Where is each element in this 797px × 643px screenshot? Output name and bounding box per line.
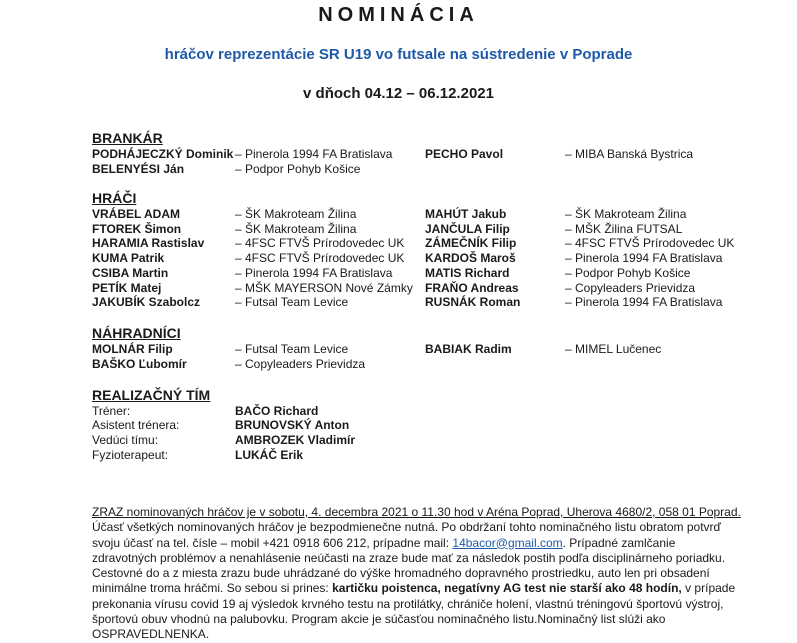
notice-gathering-info: ZRAZ nominovaných hráčov je v sobotu, 4. decembra 2021 o 11.30 hod v Aréna Poprad, Uherova 4680/2, 058 01 Poprad. — [92, 505, 741, 519]
goalkeeper-club: – Podpor Pohyb Košice — [235, 162, 361, 176]
section-heading-staff: REALIZAČNÝ TÍM — [92, 387, 211, 403]
substitute-name: BABIAK Radim — [425, 342, 512, 356]
player-club: – Pinerola 1994 FA Bratislava — [235, 266, 393, 280]
staff-name: AMBROZEK Vladimír — [235, 433, 356, 447]
goalkeeper-club: – Pinerola 1994 FA Bratislava — [235, 147, 393, 161]
player-club: – Pinerola 1994 FA Bratislava — [565, 295, 723, 309]
player-club: – MŠK MAYERSON Nové Zámky — [235, 281, 413, 295]
player-name: KARDOŠ Maroš — [425, 251, 516, 265]
notice-requirements: kartičku poistenca, negatívny AG test nie starší ako 48 hodín, — [332, 581, 682, 596]
staff-role: Vedúci tímu: — [92, 433, 159, 447]
player-name: JAKUBÍK Szabolcz — [92, 295, 201, 309]
player-name: ZÁMEČNÍK Filip — [425, 236, 517, 250]
goalkeeper-name: PECHO Pavol — [425, 147, 504, 161]
player-name: KUMA Patrik — [92, 251, 165, 265]
document-title: NOMINÁCIA — [318, 4, 479, 26]
player-club: – ŠK Makroteam Žilina — [565, 207, 687, 221]
notice-text: Účasť všetkých nominovaných hráčov je bezpodmienečne nutná. Po obdržaní tohto nominačného listu obratom potvrď svoju účasť na tel. čísle – mobil +421 0918 606 212, prípadne mail: — [92, 520, 721, 550]
player-club: – Copyleaders Prievidza — [565, 281, 696, 295]
player-name: FRAŇO Andreas — [425, 281, 519, 295]
event-dates: v dňoch 04.12 – 06.12.2021 — [303, 85, 494, 102]
player-club: – 4FSC FTVŠ Prírodovedec UK — [565, 236, 735, 250]
player-club: – 4FSC FTVŠ Prírodovedec UK — [235, 236, 405, 250]
staff-role: Tréner: — [92, 404, 131, 418]
player-name: MAHÚT Jakub — [425, 207, 507, 221]
player-club: – MŠK Žilina FUTSAL — [565, 222, 683, 236]
player-name: JANČULA Filip — [425, 222, 510, 236]
substitute-club: – Copyleaders Prievidza — [235, 357, 366, 371]
staff-name: BAČO Richard — [235, 404, 319, 418]
player-club: – ŠK Makroteam Žilina — [235, 222, 357, 236]
player-name: MATIS Richard — [425, 266, 510, 280]
staff-name: LUKÁČ Erik — [235, 448, 304, 462]
goalkeeper-name: BELENYÉSI Ján — [92, 162, 185, 176]
player-club: – Pinerola 1994 FA Bratislava — [565, 251, 723, 265]
contact-email-link[interactable]: 14bacor@gmail.com — [452, 535, 563, 550]
player-name: FTOREK Šimon — [92, 222, 182, 236]
player-name: CSIBA Martin — [92, 266, 169, 280]
goalkeeper-club: – MIBA Banská Bystrica — [565, 147, 694, 161]
staff-role: Fyzioterapeut: — [92, 448, 169, 462]
section-heading-substitutes: NÁHRADNÍCI — [92, 325, 181, 341]
substitute-club: – MIMEL Lučenec — [565, 342, 662, 356]
section-heading-goalkeepers: BRANKÁR — [92, 130, 163, 146]
player-name: VRÁBEL ADAM — [92, 207, 181, 221]
player-club: – Podpor Pohyb Košice — [565, 266, 691, 280]
player-name: RUSNÁK Roman — [425, 295, 521, 309]
substitute-club: – Futsal Team Levice — [235, 342, 349, 356]
player-club: – ŠK Makroteam Žilina — [235, 207, 357, 221]
substitute-name: MOLNÁR Filip — [92, 342, 173, 356]
player-club: – Futsal Team Levice — [235, 295, 349, 309]
goalkeeper-name: PODHÁJECZKÝ Dominik — [92, 147, 234, 161]
staff-name: BRUNOVSKÝ Anton — [235, 418, 350, 432]
document-subtitle: hráčov reprezentácie SR U19 vo futsale na sústredenie v Poprade — [164, 46, 633, 63]
notice-text: . Prípadné zamlčanie zdravotných problémov a nenahlásenie neúčasti na zraze bude mať za následok postih podľa disciplinárneho poriadku. Cestovné do a z miesta zrazu bude uhrádzané do výške hromadného dopravného prostriedku, auto len pri obsadení minimálne troma hráčmi. So sebou si prines: — [92, 535, 726, 596]
substitute-name: BAŠKO Ľubomír — [92, 357, 187, 371]
section-heading-players: HRÁČI — [92, 190, 137, 206]
gathering-notice — [92, 505, 742, 643]
player-name: PETÍK Matej — [92, 281, 162, 295]
player-club: – 4FSC FTVŠ Prírodovedec UK — [235, 251, 405, 265]
staff-role: Asistent trénera: — [92, 418, 180, 432]
player-name: HARAMIA Rastislav — [92, 236, 205, 250]
notice-text: v prípade prekonania vírusu covid 19 aj výsledok krvného testu na protilátky, chrániče holení, vlastnú tréningovú športovú výstroj, športovú obuv vhodnú na palubovku. Program akcie je súčasťou nominačného listu.Nominačný list slúži ako OSPRAVEDLNENKA. — [92, 581, 736, 642]
